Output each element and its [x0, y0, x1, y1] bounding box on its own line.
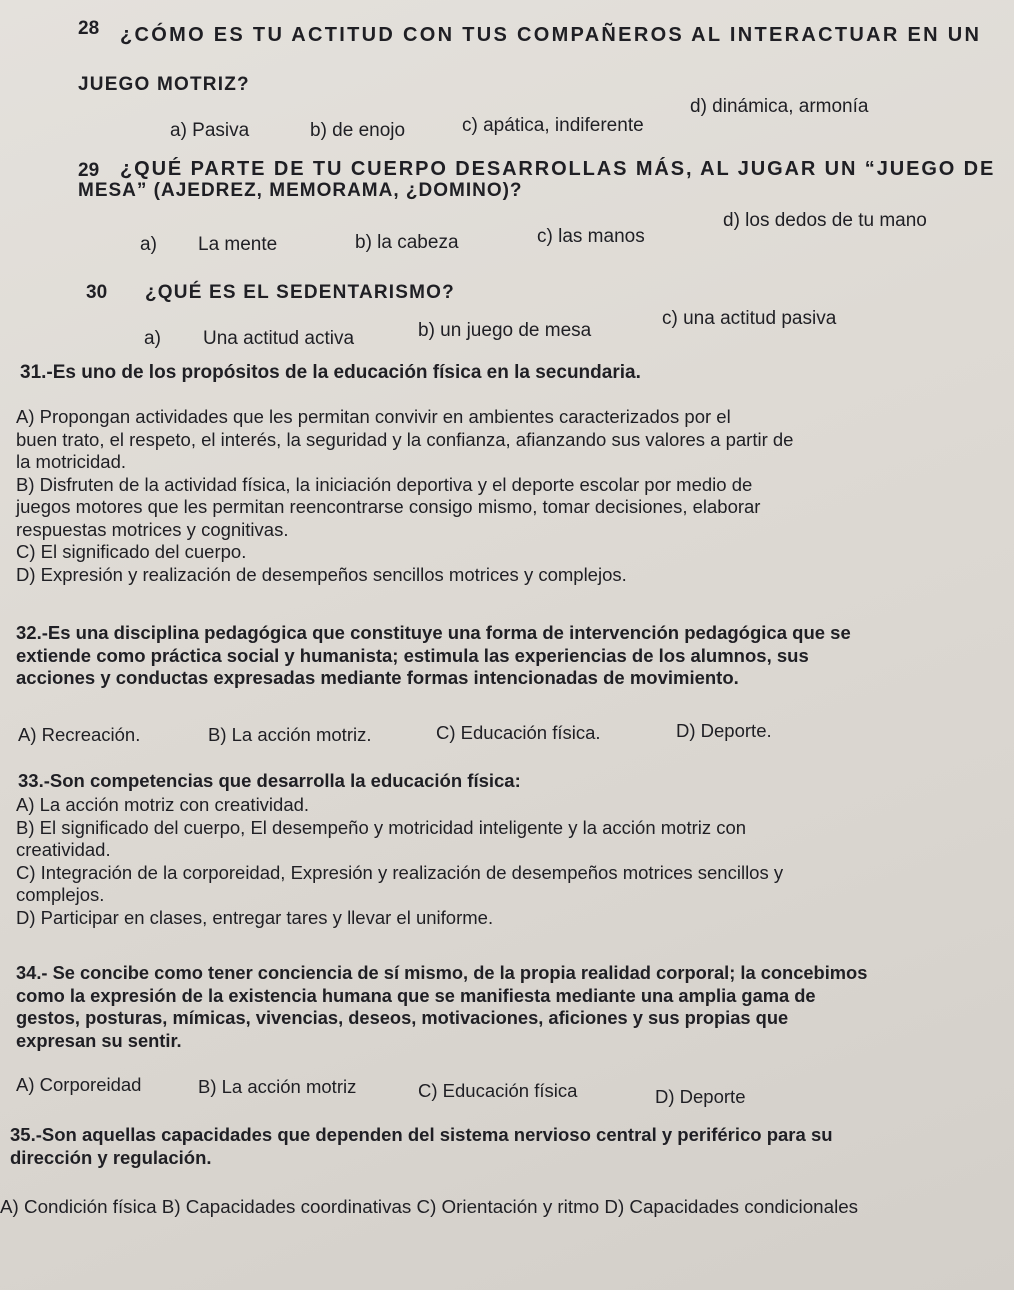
answer-line: buen trato, el respeto, el interés, la seguridad y la confianza, afianzando sus valores a partir de	[16, 428, 794, 450]
answer-line: C) Integración de la corporeidad, Expresión y realización de desempeños motrices sencillos y	[16, 861, 784, 883]
question-text-line: como la expresión de la existencia humana que se manifiesta mediante una amplia gama de	[16, 984, 816, 1006]
answer-options	[16, 794, 783, 929]
option-b: b) la cabeza	[355, 232, 459, 253]
option-a: A) Corporeidad	[16, 1074, 142, 1095]
option-d: d) los dedos de tu mano	[723, 210, 927, 231]
options-line: A) Condición física B) Capacidades coordinativas C) Orientación y ritmo D) Capacidades condicionales	[0, 1196, 859, 1217]
question-text-line: acciones y conductas expresadas mediante formas intencionadas de movimiento.	[16, 667, 739, 688]
answer-options	[16, 406, 793, 586]
answer-line: la motricidad.	[16, 451, 127, 472]
answer-line: A) La acción motriz con creatividad.	[16, 794, 310, 815]
option-d: D) Deporte.	[676, 720, 772, 741]
answer-line: complejos.	[16, 884, 105, 905]
question-text	[10, 1124, 950, 1169]
option-b: b) un juego de mesa	[418, 320, 592, 341]
question-text-line: JUEGO MOTRIZ?	[78, 74, 250, 95]
answer-line: respuestas motrices y cognitivas.	[16, 518, 289, 540]
question-text	[16, 622, 956, 690]
question-text	[16, 962, 961, 1052]
option-a: Una actitud activa	[203, 328, 355, 349]
answer-line: creatividad.	[16, 839, 111, 860]
question-text-line: expresan su sentir.	[16, 1029, 182, 1051]
option-c: c) una actitud pasiva	[662, 308, 837, 329]
option-d: d) dinámica, armonía	[690, 96, 869, 117]
answer-line: B) Disfruten de la actividad física, la iniciación deportiva y el deporte escolar por medio de	[16, 473, 753, 495]
option-a-letter: a)	[140, 234, 157, 255]
question-text-line: ¿QUÉ ES EL SEDENTARISMO?	[145, 282, 455, 303]
answer-line: A) Propongan actividades que les permitan convivir en ambientes caracterizados por el	[16, 406, 731, 427]
option-c: C) Educación física	[418, 1080, 578, 1101]
option-b: B) La acción motriz	[198, 1076, 357, 1097]
option-b: B) La acción motriz.	[208, 724, 372, 745]
question-number: 30	[86, 282, 108, 303]
answer-line: D) Expresión y realización de desempeños sencillos motrices y complejos.	[16, 563, 627, 585]
option-b: b) de enojo	[310, 120, 406, 141]
question-text-line: 32.-Es una disciplina pedagógica que constituye una forma de intervención pedagógica que se	[16, 622, 851, 643]
question-text-line: 35.-Son aquellas capacidades que dependen del sistema nervioso central y periférico para su	[10, 1124, 833, 1145]
answer-line: C) El significado del cuerpo.	[16, 541, 247, 562]
question-text-line: gestos, posturas, mímicas, vivencias, deseos, motivaciones, aficiones y sus propias que	[16, 1007, 789, 1028]
question-number: 28	[78, 18, 100, 39]
answer-line: D) Participar en clases, entregar tares y llevar el uniforme.	[16, 906, 494, 928]
question-text-line: ¿CÓMO ES TU ACTITUD CON TUS COMPAÑEROS AL INTERACTUAR EN UN	[120, 24, 982, 46]
question-text: 31.-Es uno de los propósitos de la educación física en la secundaria.	[20, 362, 641, 383]
option-a: a) Pasiva	[170, 120, 250, 141]
question-text-line: MESA” (AJEDREZ, MEMORAMA, ¿DOMINO)?	[78, 180, 523, 201]
question-text: 33.-Son competencias que desarrolla la educación física:	[18, 770, 521, 791]
option-a: La mente	[198, 234, 278, 255]
answer-line: juegos motores que les permitan reencontrarse consigo mismo, tomar decisiones, elaborar	[16, 496, 761, 517]
option-a: A) Recreación.	[18, 724, 141, 745]
option-a-letter: a)	[144, 328, 161, 349]
question-text-line: ¿QUÉ PARTE DE TU CUERPO DESARROLLAS MÁS, AL JUGAR UN “JUEGO DE	[120, 158, 996, 180]
answer-line: B) El significado del cuerpo, El desempeño y motricidad inteligente y la acción motriz con	[16, 816, 747, 838]
option-c: c) apática, indiferente	[462, 115, 644, 136]
question-text-line: extiende como práctica social y humanista; estimula las experiencias de los alumnos, sus	[16, 644, 809, 666]
question-number: 29	[78, 160, 100, 181]
option-d: D) Deporte	[655, 1086, 746, 1107]
question-text-line: 34.- Se concibe como tener conciencia de sí mismo, de la propia realidad corporal; la concebimos	[16, 962, 868, 983]
option-c: C) Educación física.	[436, 722, 601, 743]
option-c: c) las manos	[537, 226, 645, 247]
question-text-line: dirección y regulación.	[10, 1146, 212, 1168]
